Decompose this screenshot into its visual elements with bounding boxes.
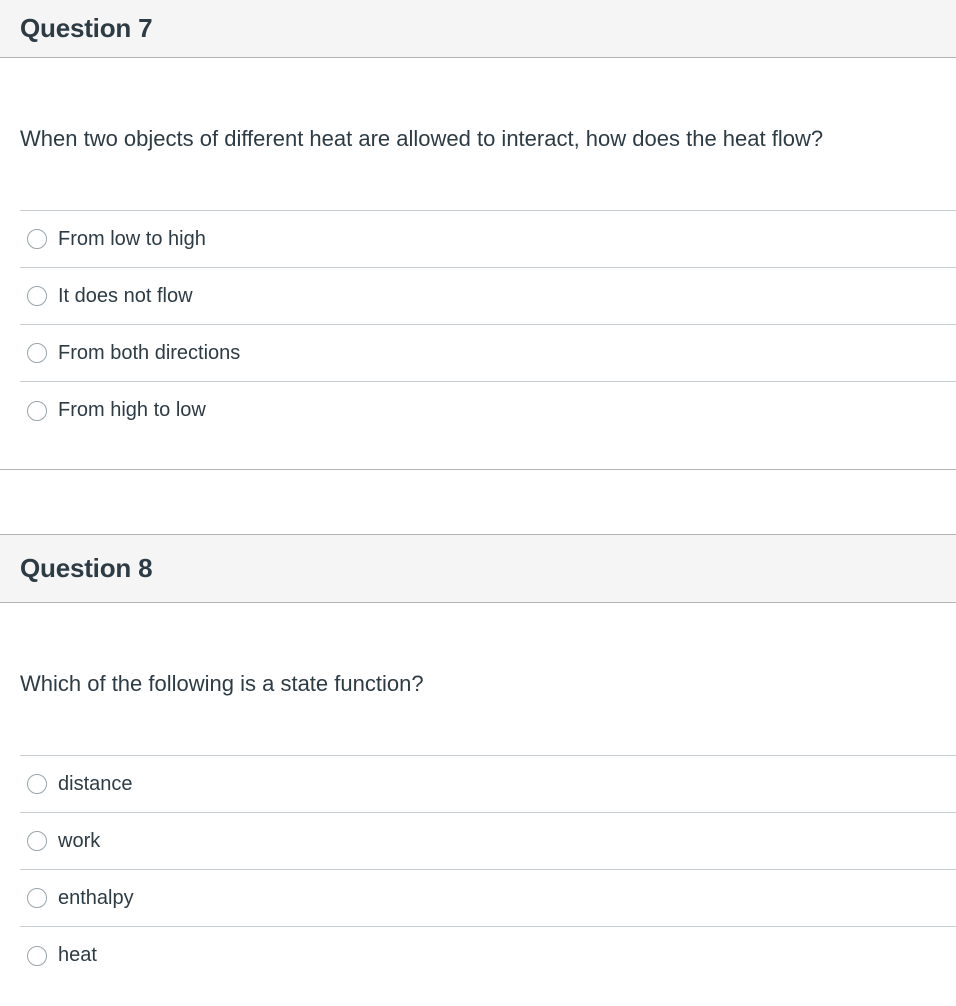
answer-option[interactable] [20, 813, 956, 870]
question-7 [0, 0, 956, 470]
question-title: Question 7 [20, 13, 153, 43]
radio-button[interactable] [27, 774, 47, 794]
radio-button[interactable] [27, 401, 47, 421]
radio-button[interactable] [27, 946, 47, 966]
answer-list [20, 755, 956, 984]
answer-label: From high to low [58, 399, 206, 421]
answer-list [20, 210, 956, 439]
answer-label: It does not flow [58, 284, 193, 307]
answer-label: From both directions [58, 341, 241, 364]
answer-label: enthalpy [58, 886, 134, 909]
question-title: Question 8 [20, 553, 153, 583]
question-text: Which of the following is a state function? [20, 671, 424, 696]
question-header [0, 534, 956, 603]
answer-option[interactable] [20, 325, 956, 382]
question-8 [0, 534, 956, 984]
answer-option[interactable] [20, 211, 956, 268]
radio-button[interactable] [27, 888, 47, 908]
answer-label: work [58, 829, 101, 852]
answer-option[interactable] [20, 756, 956, 813]
question-text: When two objects of different heat are allowed to interact, how does the heat flow? [20, 126, 824, 151]
radio-button[interactable] [27, 343, 47, 363]
answer-label: heat [58, 944, 97, 966]
answer-option[interactable] [20, 382, 956, 439]
answer-option[interactable] [20, 870, 956, 927]
radio-button[interactable] [27, 286, 47, 306]
answer-option[interactable] [20, 927, 956, 984]
answer-option[interactable] [20, 268, 956, 325]
radio-button[interactable] [27, 831, 47, 851]
radio-button[interactable] [27, 229, 47, 249]
answer-label: distance [58, 772, 133, 795]
answer-label: From low to high [58, 227, 206, 250]
question-header [0, 0, 956, 58]
